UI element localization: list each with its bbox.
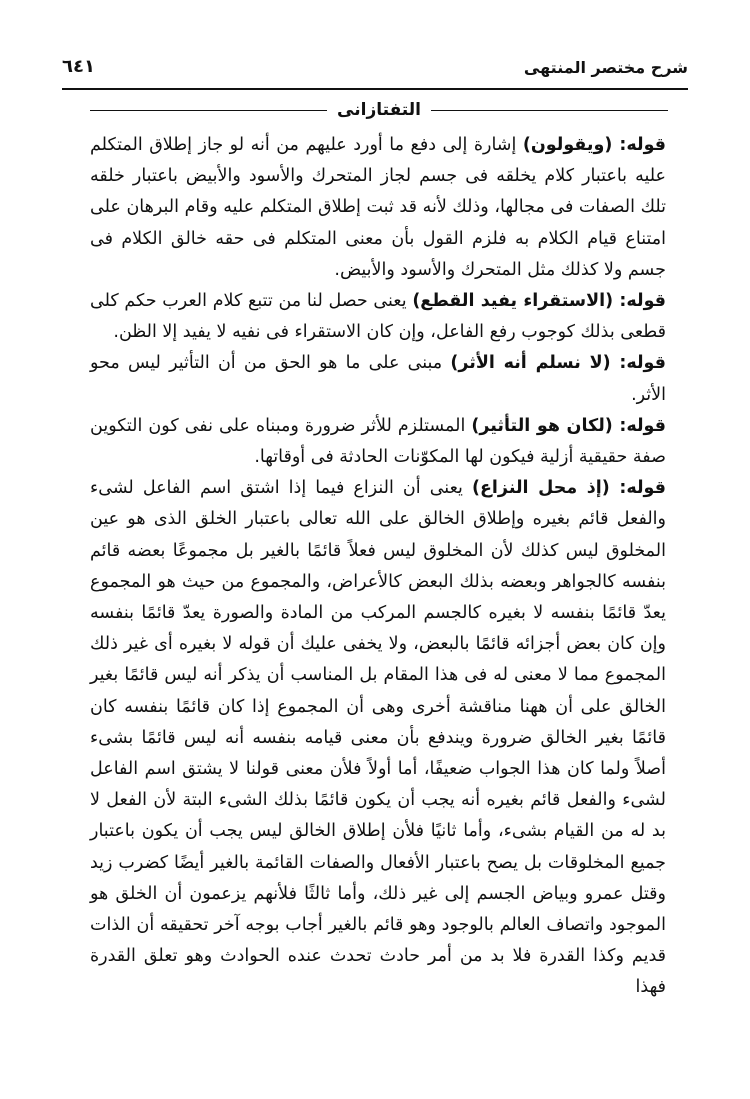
paragraph-text: إشارة إلى دفع ما أورد عليهم من أنه لو جاز إطلاق المتكلم عليه باعتبار كلام يخلقه فى جسم لجاز المتحرك والأسود والأبيض باعتبار خلقه تلك الصفات فى مجالها، وذلك لأنه قد ثبت إطلاق المتكلم عليه وقام البرهان على امتناع قيام الكلام به فلزم القول بأن معنى المتكلم فى حقه خالق الكلام فى جسم ولا كذلك مثل المتحرك والأسود والأبيض.: [90, 135, 666, 280]
paragraph-text: مبنى على ما هو الحق من أن التأثير ليس محو الأثر.: [90, 353, 666, 405]
paragraph-lead: قوله: (لا نسلم أنه الأثر): [450, 353, 666, 374]
page-header: [62, 54, 688, 88]
paragraph-lead: قوله: (إذ محل النزاع): [471, 478, 666, 499]
header-rule: [62, 88, 688, 90]
paragraph-1: [90, 130, 666, 286]
page-number: ٦٤١: [62, 56, 95, 77]
paragraph-text: يعنى حصل لنا من تتبع كلام العرب حكم كلى قطعى بذلك كوجوب رفع الفاعل، وإن كان الاستقراء فى نفيه لا يفيد إلا الظن.: [90, 291, 666, 343]
section-rule-right: [431, 110, 668, 111]
paragraph-3: [90, 348, 666, 410]
paragraph-text: المستلزم للأثر ضرورة ومبناه على نفى كون التكوين صفة حقيقية أزلية فيكون لها المكوّنات الحادثة فى أوقاتها.: [90, 415, 666, 468]
paragraph-lead: قوله: (الاستقراء يفيد القطع): [412, 291, 666, 312]
body-text: [90, 130, 666, 1004]
paragraph-lead: قوله: (ويقولون): [522, 135, 667, 155]
paragraph-5: [90, 473, 666, 1003]
paragraph-2: [90, 286, 666, 348]
section-heading-row: [90, 96, 668, 124]
section-title: التفتازانى: [337, 100, 421, 120]
paragraph-lead: قوله: (لكان هو التأثير): [471, 415, 666, 436]
section-rule-left: [90, 110, 327, 111]
paragraph-4: [90, 411, 666, 473]
paragraph-text: يعنى أن النزاع فيما إذا اشتق اسم الفاعل لشىء والفعل قائم بغيره وإطلاق الخالق على الله تعالى باعتبار الخلق الذى هو عين المخلوق ليس كذلك لأن المخلوق ليس فعلاً قائمًا بالغير بل مجموعًا بعضه قائم بنفسه كالجواهر وبعضه بذلك البعض كالأعراض، والمجموع من حيث هو المجموع يعدّ قائمًا بنفسه لا بغيره كالجسم المركب من المادة والصورة يعدّ قائمًا بنفسه وإن كان بعض أجزائه قائمًا بالبعض، ولا يخفى عليك أن قوله لا بغيره أى غير ذلك المجموع مما لا معنى له فى هذا المقام بل المناسب أن يذكر أنه ليس قائمًا بغير الخالق على أن ههنا مناقشة أخرى وهى أن المجموع إذا كان قائمًا بنفسه كان قائمًا بغير الخالق ضرورة ويندفع بأن معنى قيامه بنفسه أنه ليس قائمًا بشىء أصلاً ولما كان هذا الجواب ضعيفًا، أما أولاً فلأن معنى قولنا لا يشتق اسم الفاعل لشىء والفعل قائم بغيره أنه يجب أن يكون قائمًا بذلك الشىء البتة لأن الفعل لا بد له من القيام بشىء، وأما ثانيًا فلأن إطلاق الخالق ليس يجب أن يكون باعتبار جميع المخلوقات بل يصح باعتبار الأفعال والصفات القائمة بالغير أيضًا كضرب زيد وقتل عمرو وبياض الجسم إلى غير ذلك، وأما ثالثًا فلأنهم يزعمون أن الخلق هو الموجود واتصاف العالم بالوجود وهو قائم بالغير أجاب بوجه آخر تحقيقه أن الذات قديم وكذا القدرة فلا بد من أمر حادث تحدث عنده الحوادث وهو تعلق القدرة فهذا: [90, 478, 666, 998]
book-title: شرح مختصر المنتهى: [523, 58, 688, 77]
